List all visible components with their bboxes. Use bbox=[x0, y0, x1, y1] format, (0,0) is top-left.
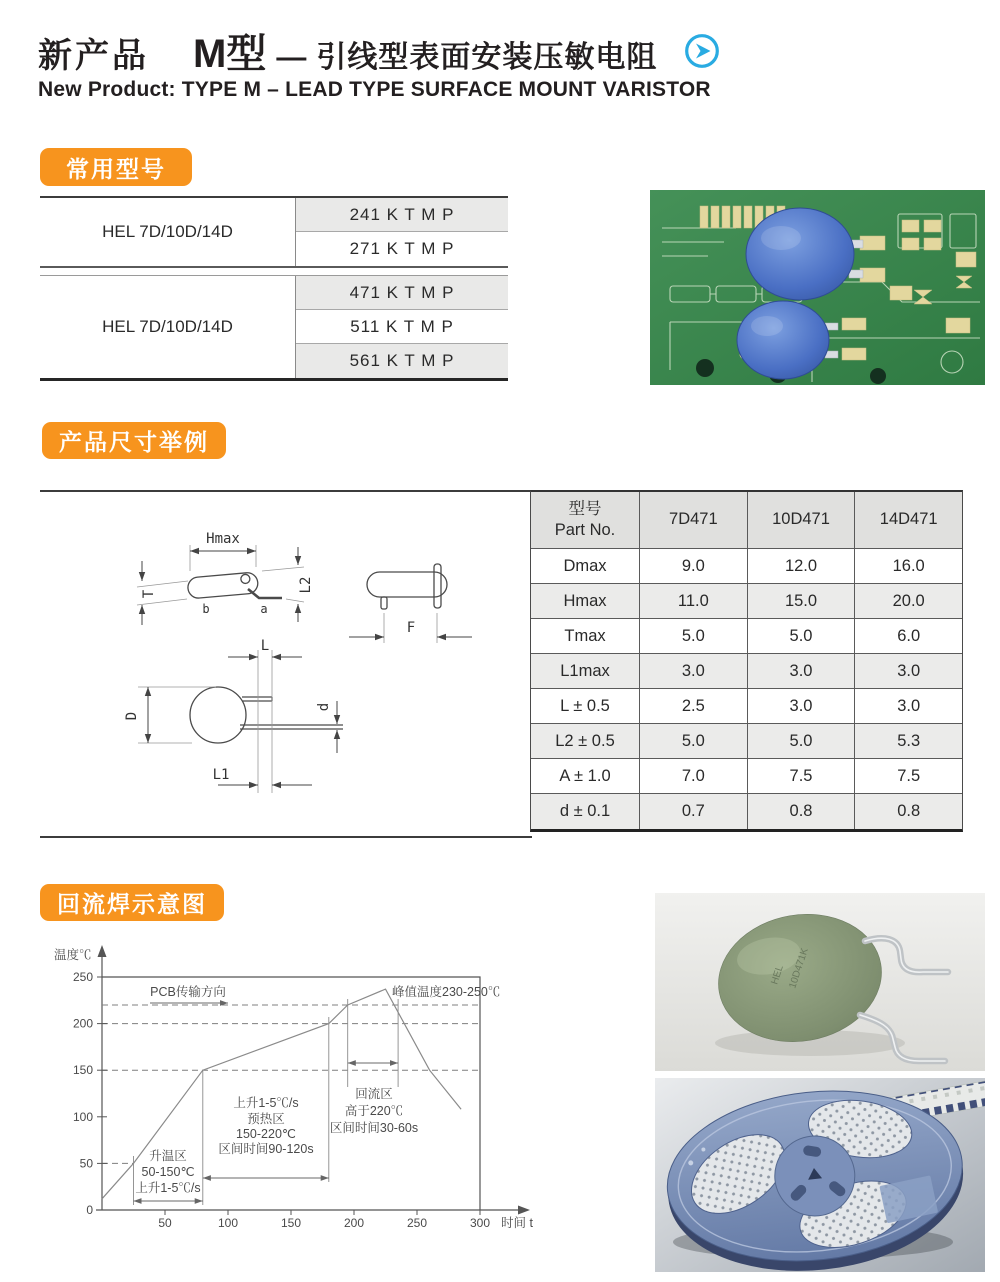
header-col: 10D471 bbox=[748, 492, 856, 548]
cell-value: 3.0 bbox=[748, 654, 856, 688]
svg-text:HEL: HEL bbox=[769, 964, 786, 986]
x-tick-label: 50 bbox=[158, 1216, 172, 1230]
x-tick-label: 100 bbox=[217, 1216, 239, 1230]
models-group-1 bbox=[40, 196, 508, 268]
row-label: L ± 0.5 bbox=[531, 689, 640, 723]
y-tick-label: 50 bbox=[79, 1156, 93, 1171]
cell-value: 0.8 bbox=[748, 794, 856, 829]
row-label: Dmax bbox=[531, 549, 640, 583]
cell-value: 0.7 bbox=[640, 794, 748, 829]
part-number: 511 K T M P bbox=[296, 310, 508, 344]
zone-preheat-line: 上升1-5℃/s bbox=[233, 1096, 299, 1110]
title-prefix: 新产品 bbox=[38, 37, 149, 75]
header-col: 14D471 bbox=[879, 510, 938, 529]
cell-value: 15.0 bbox=[748, 584, 856, 618]
models-table bbox=[40, 196, 508, 381]
header-part-no bbox=[531, 492, 640, 548]
row-label: Hmax bbox=[531, 584, 640, 618]
y-tick-label: 200 bbox=[72, 1016, 93, 1031]
y-tick-label: 250 bbox=[72, 970, 93, 984]
section-badge-reflow: 回流焊示意图 bbox=[40, 884, 224, 921]
cell-value: 2.5 bbox=[640, 689, 748, 723]
header-part-no-zh: 型号 bbox=[568, 499, 602, 518]
arrow-circle-icon bbox=[684, 33, 720, 69]
models-group-2 bbox=[40, 275, 508, 381]
pcb-direction-label: PCB传输方向 bbox=[150, 985, 226, 999]
table-row bbox=[531, 724, 962, 759]
zone-reflow-line: 区间时间30-60s bbox=[329, 1121, 419, 1135]
varistor-photo bbox=[655, 893, 985, 1071]
table-row bbox=[531, 794, 962, 829]
dim-label-a: a bbox=[260, 602, 268, 616]
dimension-drawings bbox=[40, 495, 530, 840]
table-row bbox=[531, 584, 962, 619]
dim-label-d-lower: d bbox=[316, 702, 332, 712]
row-label: d ± 0.1 bbox=[531, 794, 640, 829]
header-col: 7D471 bbox=[640, 492, 748, 548]
cell-value: 20.0 bbox=[892, 591, 925, 610]
y-tick-label: 0 bbox=[86, 1203, 93, 1217]
reflow-profile-chart bbox=[40, 935, 630, 1245]
cell-value: 0.8 bbox=[897, 802, 921, 820]
table-row bbox=[531, 654, 962, 689]
cell-value: 12.0 bbox=[748, 549, 856, 583]
x-tick-label: 300 bbox=[469, 1216, 491, 1230]
pcb-photo bbox=[650, 190, 985, 385]
dimensions-table bbox=[530, 490, 963, 832]
svg-text:10D471K: 10D471K bbox=[787, 946, 811, 990]
cell-value: 6.0 bbox=[897, 626, 921, 645]
section-rule-top bbox=[40, 490, 532, 492]
reel-photo bbox=[655, 1078, 985, 1272]
table-row bbox=[531, 549, 962, 584]
table-row bbox=[531, 619, 962, 654]
zone-rampup-line: 上升1-5℃/s bbox=[135, 1181, 201, 1195]
page-subtitle: New Product: TYPE M – LEAD TYPE SURFACE MOUNT VARISTOR bbox=[38, 78, 711, 101]
table-row bbox=[531, 759, 962, 794]
dim-label-f: F bbox=[406, 620, 416, 636]
y-axis-label: 温度℃ bbox=[54, 948, 92, 962]
zone-rampup-line: 50-150℃ bbox=[141, 1165, 195, 1179]
cell-value: 11.0 bbox=[640, 584, 748, 618]
dim-label-l2: L2 bbox=[298, 576, 314, 594]
cell-value: 7.5 bbox=[748, 759, 856, 793]
row-label: L2 ± 0.5 bbox=[531, 724, 640, 758]
cell-value: 3.0 bbox=[897, 696, 921, 715]
header-part-no-en: Part No. bbox=[554, 521, 616, 539]
cell-value: 3.0 bbox=[897, 661, 921, 680]
part-number: 271 K T M P bbox=[349, 239, 455, 258]
zone-reflow-line: 回流区 bbox=[355, 1087, 393, 1101]
row-label: L1max bbox=[531, 654, 640, 688]
cell-value: 3.0 bbox=[640, 654, 748, 688]
dim-label-t: T bbox=[141, 589, 157, 599]
x-tick-label: 250 bbox=[406, 1216, 428, 1230]
part-number: 471 K T M P bbox=[296, 276, 508, 310]
zone-rampup-line: 升温区 bbox=[149, 1149, 187, 1163]
dim-label-b: b bbox=[202, 602, 210, 616]
dim-label-d-upper: D bbox=[124, 711, 140, 721]
dim-label-hmax: Hmax bbox=[206, 531, 240, 547]
row-label: Tmax bbox=[531, 619, 640, 653]
cell-value: 5.3 bbox=[897, 731, 921, 750]
zone-preheat-line: 区间时间90-120s bbox=[218, 1142, 314, 1156]
cell-value: 5.0 bbox=[748, 619, 856, 653]
zone-preheat-line: 预热区 bbox=[247, 1112, 285, 1126]
x-tick-label: 200 bbox=[343, 1216, 365, 1230]
cell-value: 5.0 bbox=[640, 724, 748, 758]
zone-reflow-line: 高于220℃ bbox=[344, 1104, 404, 1118]
title-rest: 引线型表面安装压敏电阻 bbox=[316, 41, 658, 74]
peak-temp-label: 峰值温度230-250℃ bbox=[392, 985, 501, 999]
title-dash: — bbox=[276, 41, 307, 74]
cell-value: 5.0 bbox=[748, 724, 856, 758]
x-axis-label: 时间 t bbox=[501, 1216, 533, 1230]
cell-value: 5.0 bbox=[640, 619, 748, 653]
table-gap bbox=[40, 268, 508, 275]
page-title bbox=[38, 22, 657, 79]
section-badge-models: 常用型号 bbox=[40, 148, 192, 186]
zone-preheat-line: 150-220℃ bbox=[236, 1127, 296, 1141]
y-tick-label: 100 bbox=[72, 1109, 93, 1124]
y-tick-label: 150 bbox=[72, 1063, 93, 1078]
cell-value: 3.0 bbox=[748, 689, 856, 723]
dim-label-l: L bbox=[260, 638, 270, 654]
cell-value: 9.0 bbox=[640, 549, 748, 583]
part-number: 241 K T M P bbox=[296, 198, 508, 232]
table-row bbox=[531, 689, 962, 724]
series-name: HEL 7D/10D/14D bbox=[40, 276, 296, 378]
cell-value: 7.0 bbox=[640, 759, 748, 793]
part-number: 561 K T M P bbox=[296, 344, 508, 378]
x-tick-label: 150 bbox=[280, 1216, 302, 1230]
section-badge-dimensions: 产品尺寸举例 bbox=[42, 422, 226, 459]
title-model: M型 bbox=[193, 32, 267, 76]
row-label: A ± 1.0 bbox=[531, 759, 640, 793]
dim-label-l1: L1 bbox=[212, 767, 230, 783]
cell-value: 7.5 bbox=[897, 766, 921, 785]
dimensions-table-header bbox=[531, 492, 962, 549]
cell-value: 16.0 bbox=[892, 556, 925, 575]
series-name: HEL 7D/10D/14D bbox=[40, 198, 296, 266]
